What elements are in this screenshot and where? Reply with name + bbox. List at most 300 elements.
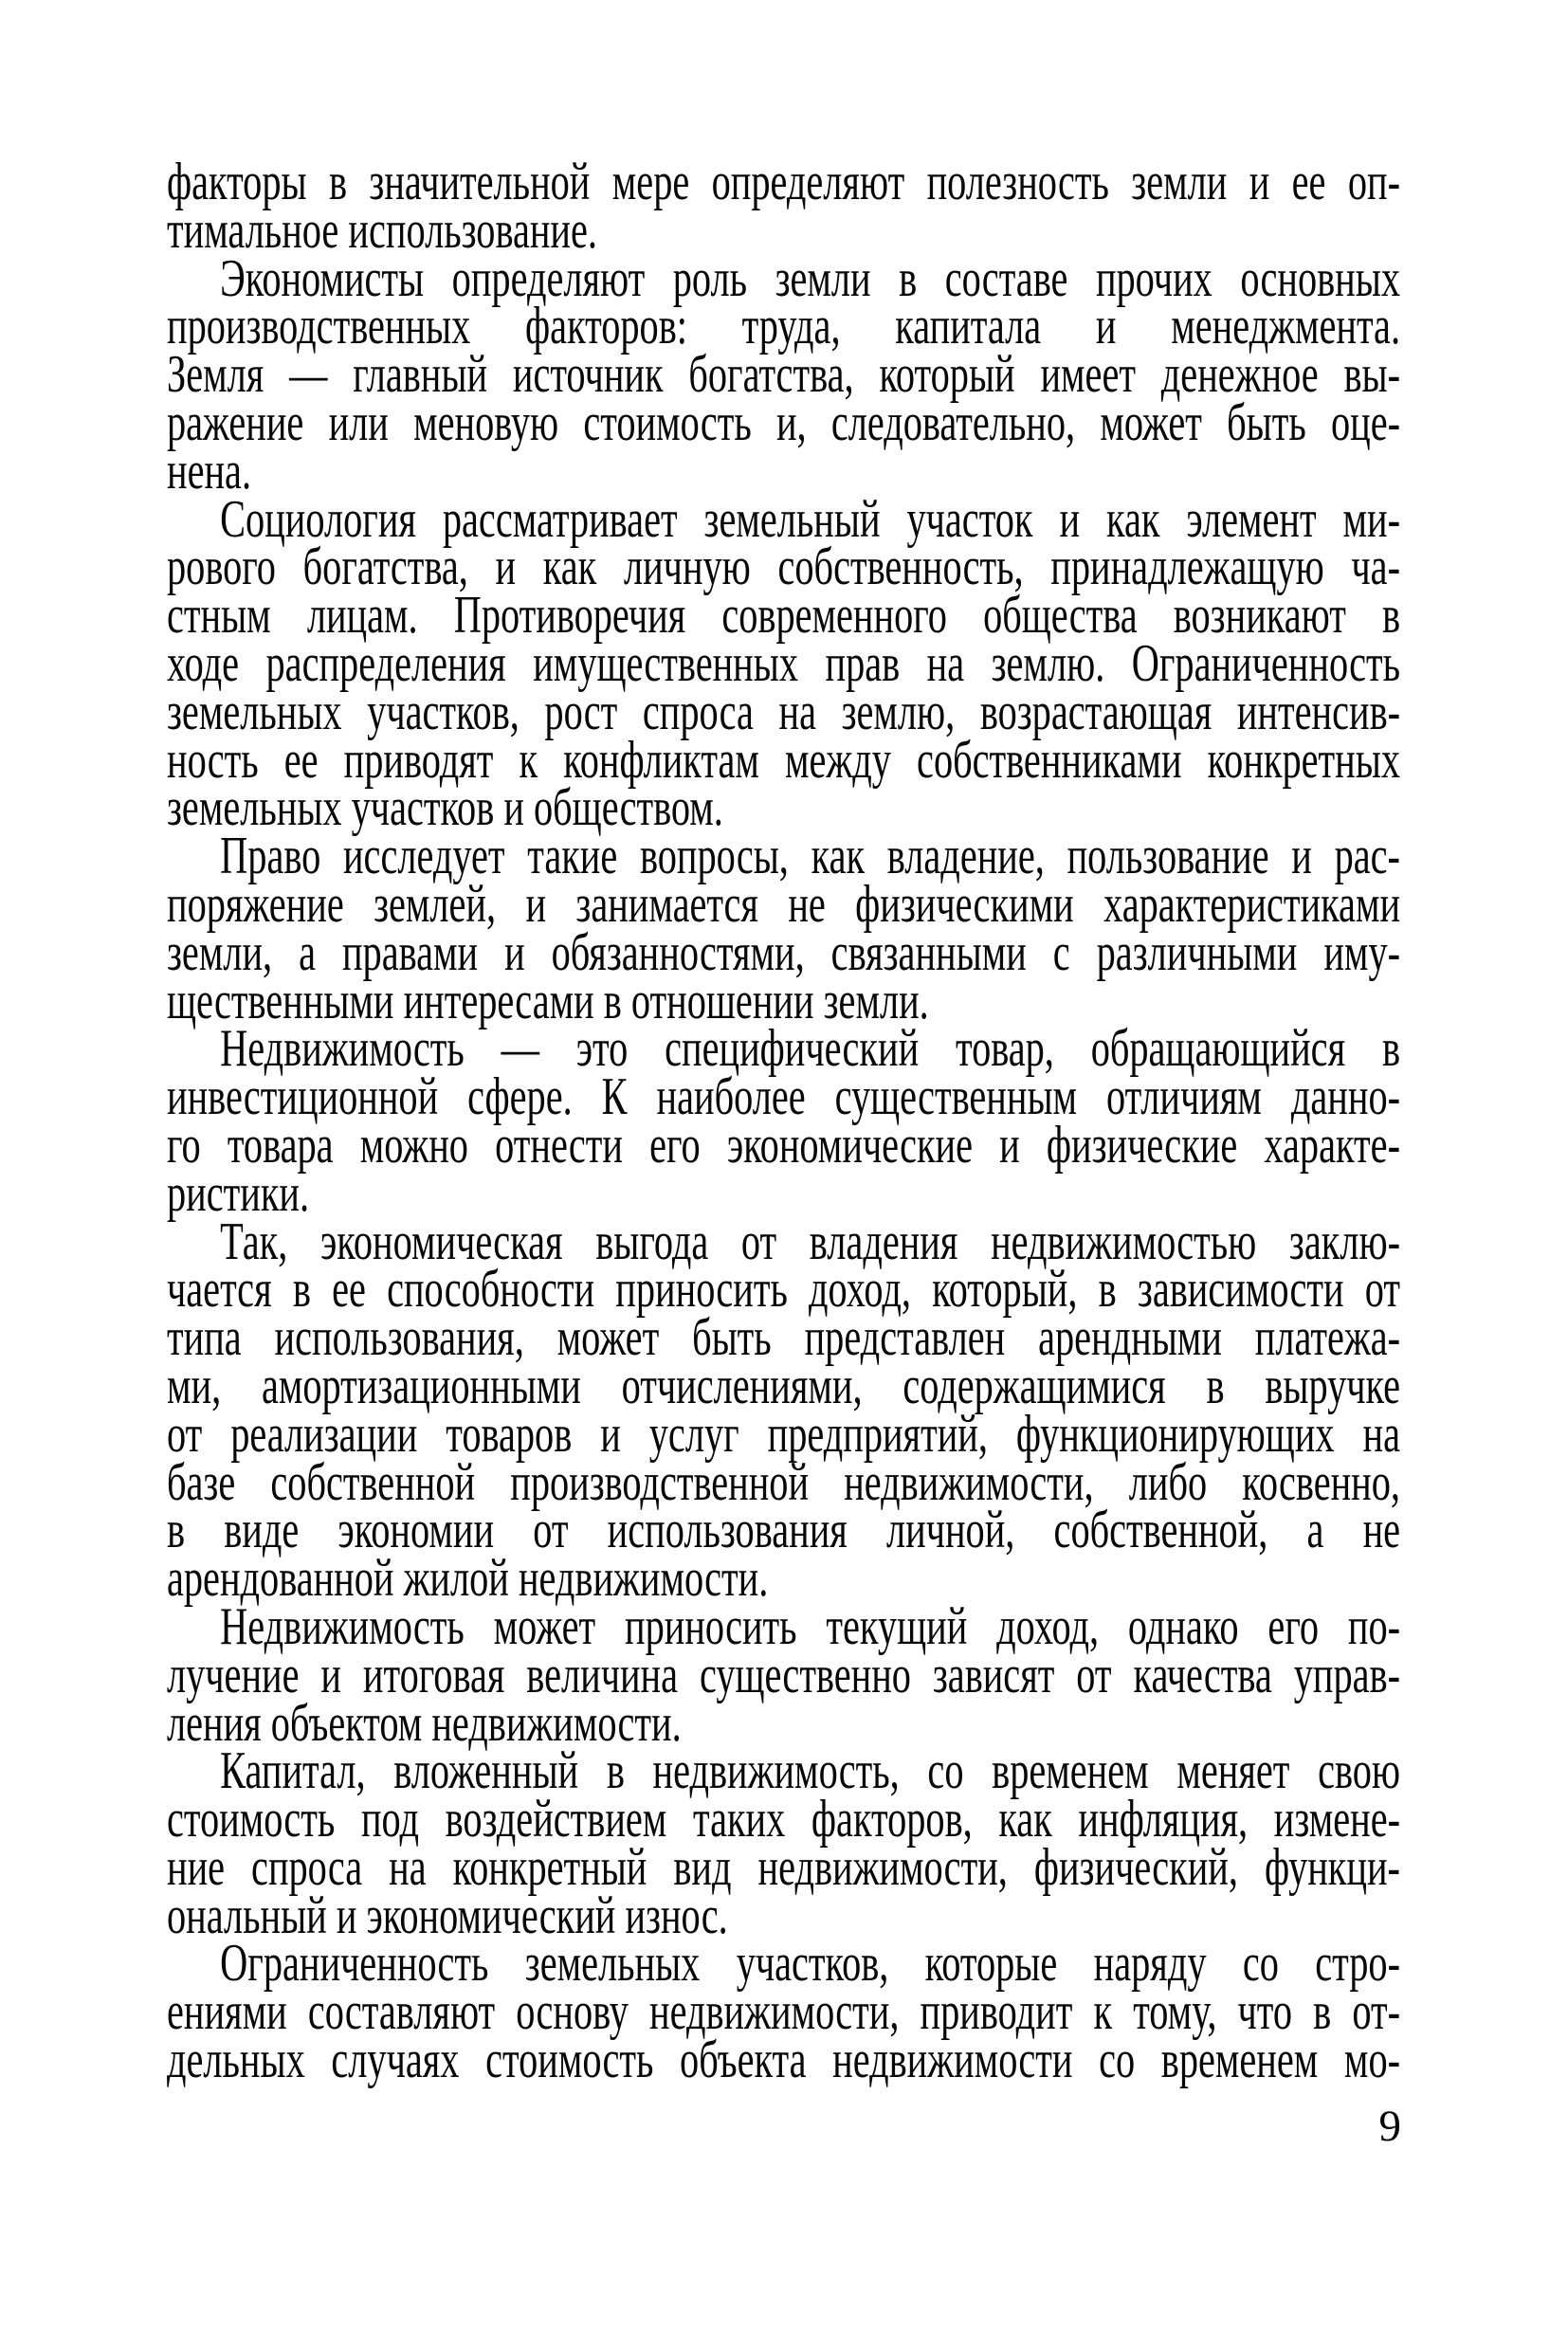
word: поряжение [167,874,344,934]
word: Недвижимость [220,1019,465,1079]
word: сфере. [467,1067,573,1127]
page-number: 9 [1378,2102,1400,2151]
word: по- [1347,1596,1401,1656]
word: выручке [1265,1356,1401,1415]
paragraph [167,1741,1401,1945]
word: это [575,1019,629,1079]
word: го [167,1115,201,1175]
text-line [167,1501,1401,1560]
word: главный [353,345,488,405]
word: чается [167,1260,272,1320]
word: может [1100,392,1202,452]
word: недвижимости, [757,1837,1008,1897]
word: в [899,248,918,308]
word: заклю- [1288,1211,1401,1271]
word: спроса [251,1837,363,1897]
word: менеджмента. [1171,297,1401,356]
word: услуг [648,1404,739,1464]
word: или [328,392,389,452]
word: рас- [1334,827,1400,886]
word: экономическая [319,1211,563,1271]
text-line [167,633,1401,693]
word: общества [983,586,1138,646]
word: временем [992,1741,1149,1801]
word: временем [1160,2031,1319,2090]
word: что [1237,1982,1293,2042]
word: в [292,1260,311,1320]
word: величина [526,1645,679,1704]
word: Право [220,827,321,886]
word: от [1076,1645,1112,1704]
word: богатства, [688,345,854,405]
word: стоимость [583,392,752,452]
word: от [167,1404,203,1464]
word: отнести [495,1115,623,1175]
text-line [167,874,1401,934]
word: однако [1127,1596,1239,1656]
word: — [501,1019,539,1079]
word: с [1052,922,1070,982]
paragraph [167,153,1401,260]
word: физический, [1033,1837,1238,1897]
word: вопросы, [639,827,789,886]
word: мере [611,153,690,211]
word: способности [387,1260,595,1320]
word: ее [332,1260,366,1320]
word: различными [1096,922,1298,982]
word: конкретный [452,1837,647,1897]
word: недвижимость, [652,1741,900,1801]
word: доход, [809,1260,911,1320]
word: К [601,1067,628,1127]
word: косвенно, [1242,1452,1400,1512]
word: имеет [1040,345,1136,405]
word: от- [1352,1982,1401,2042]
word: наряду [1093,1934,1207,1994]
word: Недвижимость [220,1596,465,1656]
paragraph [167,489,1401,838]
text-line [167,1934,1401,1994]
text-line [167,1019,1400,1079]
word: возникают [1173,586,1346,646]
word: реализации [230,1404,418,1464]
text-block [167,153,1401,2090]
word: стоимость [167,1790,336,1849]
word: занимается [575,874,758,934]
word: существенно [699,1645,911,1704]
word: труда, [741,297,841,356]
paragraph [167,248,1401,501]
word: специфический [665,1019,920,1079]
word: владения [809,1211,958,1271]
text-line [167,1596,1401,1656]
text-line [167,1790,1401,1849]
word: а [299,922,316,982]
text-line [167,1067,1401,1127]
text-line: ления объектом недвижимости. [167,1693,682,1753]
word: — [289,345,328,405]
word: инфляция, [1078,1790,1249,1849]
word: связанными [830,922,1027,982]
text-line: тимальное использование. [167,200,597,260]
text-line [167,682,1401,741]
word: участок [906,489,1033,549]
word: отличиям [1106,1067,1262,1127]
text-line: арендованной жилой недвижимости. [167,1549,769,1609]
word: арендными [1038,1308,1222,1368]
word: таких [692,1790,786,1849]
word: участков, [736,1934,889,1994]
word: Противоречия [453,586,686,646]
word: земли, [167,922,273,982]
word: зависимости [1137,1260,1344,1320]
word: товар, [955,1019,1054,1079]
paragraph [167,1211,1401,1609]
word: Ограниченность [220,1934,489,1994]
text-line [167,922,1401,982]
word: Ограниченность [1131,633,1401,693]
word: ениями [167,1982,287,2042]
text-line [167,248,1401,308]
text-line [167,1115,1400,1175]
word: ча- [1351,537,1400,597]
word: землю, [841,682,956,741]
word: в [167,1501,186,1560]
word: стоимость [485,2031,654,2090]
word: недвижимостью [991,1211,1257,1271]
word: к [519,730,538,790]
word: приносить [615,1260,788,1320]
word: а [1306,1501,1324,1560]
word: как [811,827,866,886]
word: которые [924,1934,1058,1994]
word: недвижимости [832,2031,1073,2090]
word: функци- [1264,1837,1400,1897]
word: рового [167,537,276,597]
word: как [1105,489,1160,549]
word: меновую [413,392,559,452]
word: и [504,922,525,982]
word: оп- [1347,153,1401,211]
word: экономические [726,1115,974,1175]
word: доход, [996,1596,1100,1656]
word: ми, [167,1356,222,1415]
word: капитала [895,297,1042,356]
word: распределения [265,633,506,693]
word: вид [673,1837,732,1897]
word: факторов, [811,1790,973,1849]
word: спроса [642,682,754,741]
word: полезность [926,153,1109,211]
word: конкретных [1207,730,1401,790]
text-line [167,537,1400,597]
text-line [167,153,1401,211]
word: лицам. [306,586,418,646]
word: дельных [167,2031,305,2090]
word: виде [224,1501,300,1560]
text-line [167,1404,1400,1464]
word: текущий [826,1596,968,1656]
word: недвижимости, [649,1982,900,2042]
text-line [167,1982,1401,2042]
word: недвижимости, [844,1452,1094,1512]
word: существенным [834,1067,1078,1127]
word: Социология [220,489,416,549]
paragraph [167,1019,1401,1223]
word: не [788,874,826,934]
word: ражение [167,392,304,452]
text-line: нена. [167,441,252,501]
word: от [1364,1260,1401,1320]
word: и [999,1115,1020,1175]
word: правами [341,922,479,982]
word: физические [1046,1115,1238,1175]
word: рост [544,682,618,741]
text-line [167,827,1400,886]
word: мо- [1343,2031,1401,2090]
word: и [1059,489,1081,549]
word: в [1381,586,1401,646]
text-line [167,1837,1400,1897]
word: в [1206,1356,1225,1415]
word: денежное [1160,345,1319,405]
word: стро- [1315,1934,1401,1994]
text-line [167,489,1401,549]
text-line [167,345,1401,405]
word: к [1093,1982,1113,2042]
word: обязанностями, [551,922,805,982]
word: характе- [1264,1115,1400,1175]
word: объекта [680,2031,807,2090]
word: Так, [220,1211,288,1271]
word: измене- [1273,1790,1401,1849]
text-line [167,392,1401,452]
word: составляют [307,1982,496,2042]
word: личную [623,537,751,597]
word: землю. [991,633,1105,693]
word: характеристиками [1103,874,1401,934]
paragraph [167,827,1401,1030]
word: оце- [1330,392,1401,452]
word: следовательно, [830,392,1076,452]
word: выгода [595,1211,709,1271]
word: который, [932,1260,1078,1320]
text-line [167,1356,1401,1415]
word: воздействием [445,1790,667,1849]
word: быть [692,1308,772,1368]
word: на [1362,1404,1400,1464]
word: приводит [920,1982,1073,2042]
text-line [167,586,1401,646]
word: представлен [804,1308,1006,1368]
word: земельных [167,682,342,741]
word: Земля [167,345,264,405]
word: исследует [342,827,505,886]
word: меняет [1176,1741,1290,1801]
word: ность [167,730,259,790]
word: отчислениями, [621,1356,863,1415]
word: интенсив- [1236,682,1401,741]
word: источник [512,345,664,405]
word: владение, [886,827,1045,886]
text-line: земельных участков и обществом. [167,778,723,838]
word: и [600,1404,621,1464]
word: производственной [510,1452,810,1512]
word: определяют [711,153,905,211]
word: между [784,730,891,790]
word: функционирующих [1015,1404,1335,1464]
word: ние [167,1837,226,1897]
word: рассматривает [442,489,678,549]
word: наиболее [656,1067,806,1127]
word: содержащимися [903,1356,1166,1415]
word: в [1098,1260,1117,1320]
word: обращающийся [1090,1019,1346,1079]
text-line [167,1260,1401,1320]
word: управ- [1293,1645,1401,1704]
word: земли [775,248,871,308]
word: от [740,1211,777,1271]
word: физическими [855,874,1074,934]
word: товара [227,1115,334,1175]
word: быть [1227,392,1306,452]
word: прав [825,633,901,693]
word: и [1249,153,1270,211]
word: богатства, [302,537,468,597]
word: на [389,1837,427,1897]
text-line [167,1308,1401,1368]
word: и [320,1645,342,1704]
word: со [1242,1934,1279,1994]
word: может [493,1596,596,1656]
word: либо [1128,1452,1208,1512]
word: его [649,1115,701,1175]
word: собственной, [1053,1501,1268,1560]
word: земельных [524,1934,701,1994]
word: принадлежащую [1050,537,1324,597]
word: конфликтам [563,730,759,790]
word: амортизационными [261,1356,581,1415]
text-line: ристики. [167,1163,310,1223]
word: со [927,1741,964,1801]
word: и [1291,827,1312,886]
word: стным [167,586,271,646]
word: товаров [446,1404,573,1464]
word: ее [1291,153,1326,211]
word: собственной [270,1452,476,1512]
word: элемент [1186,489,1317,549]
word: который [879,345,1015,405]
word: от [533,1501,569,1560]
text-line: ональный и экономический износ. [167,1885,728,1945]
text-line [167,2031,1401,2090]
word: со [1099,2031,1136,2090]
word: тому, [1133,1982,1217,2042]
word: и [1095,297,1117,356]
word: пользование [1067,827,1269,886]
word: базе [167,1452,236,1512]
word: земли [1131,153,1228,211]
word: прочих [1095,248,1212,308]
word: качества [1133,1645,1272,1704]
word: его [1267,1596,1320,1656]
word: свою [1318,1741,1401,1801]
word: можно [359,1115,468,1175]
word: основных [1240,248,1401,308]
word: итоговая [362,1645,505,1704]
paragraph [167,1596,1401,1753]
word: определяют [451,248,646,308]
word: использования, [274,1308,524,1368]
word: вы- [1343,345,1401,405]
word: на [778,682,817,741]
word: не [1362,1501,1401,1560]
text-line [167,297,1401,356]
word: под [360,1790,420,1849]
word: землей, [374,874,497,934]
word: может [556,1308,660,1368]
word: в [1381,1019,1400,1079]
word: современного [721,586,947,646]
word: случаях [331,2031,460,2090]
word: вложенный [393,1741,579,1801]
word: и [495,537,517,597]
word: приносить [625,1596,797,1656]
word: производственных [167,297,471,356]
word: экономии [337,1501,495,1560]
word: инвестиционной [167,1067,439,1127]
word: и, [775,392,807,452]
word: приводят [343,730,494,790]
word: иму- [1323,922,1401,982]
word: и [525,874,547,934]
text-line [167,1741,1401,1801]
word: составе [944,248,1068,308]
word: использования [607,1501,848,1560]
word: Экономисты [220,248,425,308]
word: Капитал, [220,1741,366,1801]
word: как [998,1790,1052,1849]
word: в [606,1741,625,1801]
word: личной, [886,1501,1015,1560]
word: собственниками [917,730,1182,790]
word: факторы [167,153,307,211]
word: роль [672,248,748,308]
word: ее [283,730,319,790]
word: участков, [367,682,520,741]
text-line [167,1645,1401,1704]
word: возрастающая [979,682,1212,741]
word: факторов: [525,297,687,356]
word: лучение [167,1645,300,1704]
word: на [926,633,965,693]
word: в [1313,1982,1332,2042]
text-line [167,1452,1400,1512]
word: данно- [1290,1067,1401,1127]
word: значительной [369,153,591,211]
word: ходе [167,633,240,693]
word: ми- [1342,489,1401,549]
word: как [542,537,597,597]
paragraph [167,1934,1401,2090]
word: основу [516,1982,629,2042]
word: платежа- [1254,1308,1401,1368]
word: зависят [932,1645,1055,1704]
text-line [167,730,1401,790]
word: в [328,153,348,211]
word: имущественных [533,633,799,693]
word: типа [167,1308,242,1368]
